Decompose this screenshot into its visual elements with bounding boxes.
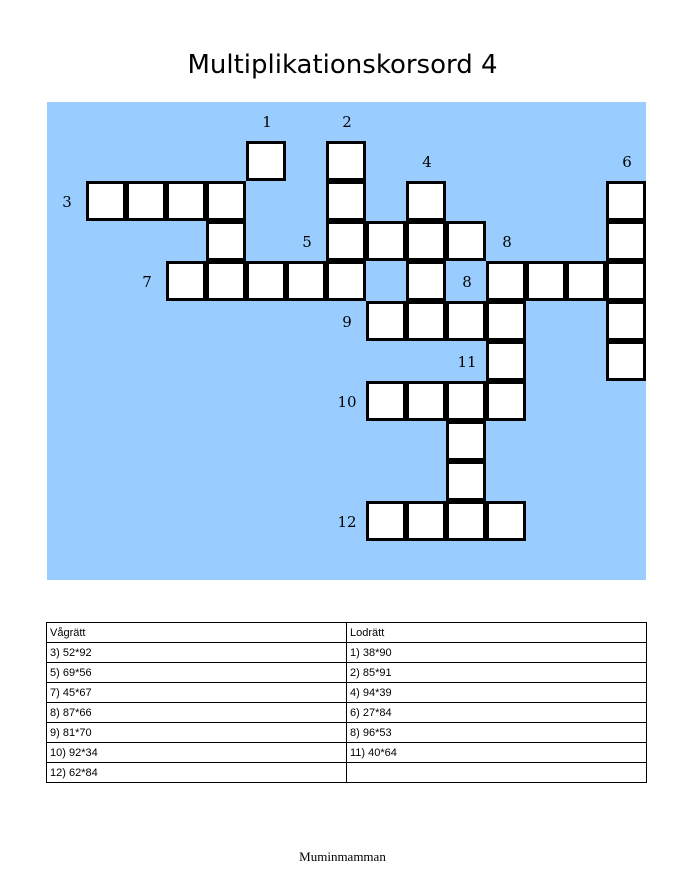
grid-cell[interactable] <box>206 181 246 221</box>
grid-cell[interactable] <box>486 501 526 541</box>
grid-cell[interactable] <box>366 301 406 341</box>
down-clue: 11) 40*64 <box>347 743 647 763</box>
grid-cell[interactable] <box>606 261 646 301</box>
grid-cell[interactable] <box>486 261 526 301</box>
grid-cell[interactable] <box>566 261 606 301</box>
page-title: Multiplikationskorsord 4 <box>187 50 498 80</box>
down-header: Lodrätt <box>347 623 647 643</box>
grid-cell[interactable] <box>606 341 646 381</box>
grid-cell[interactable] <box>406 181 446 221</box>
grid-cell[interactable] <box>406 261 446 301</box>
clue-row <box>47 643 647 663</box>
down-clue: 6) 27*84 <box>347 703 647 723</box>
down-clue <box>347 763 647 783</box>
grid-cell[interactable] <box>606 301 646 341</box>
clue-row <box>47 663 647 683</box>
clue-row <box>47 703 647 723</box>
clue-number: 5 <box>302 233 312 251</box>
grid-cell[interactable] <box>326 181 366 221</box>
grid-cell[interactable] <box>326 221 366 261</box>
clues-header-row <box>47 623 647 643</box>
grid-cell[interactable] <box>166 261 206 301</box>
grid-cell[interactable] <box>366 501 406 541</box>
grid-cell[interactable] <box>206 261 246 301</box>
grid-cell[interactable] <box>246 261 286 301</box>
author-footer: Muminmamman <box>299 849 386 864</box>
clue-number: 7 <box>142 273 152 291</box>
across-clue: 5) 69*56 <box>47 663 347 683</box>
grid-cell[interactable] <box>446 381 486 421</box>
across-clue: 10) 92*34 <box>47 743 347 763</box>
grid-cell[interactable] <box>486 341 526 381</box>
grid-cell[interactable] <box>446 301 486 341</box>
grid-cell[interactable] <box>606 221 646 261</box>
clue-number: 8 <box>502 233 512 251</box>
down-clue: 1) 38*90 <box>347 643 647 663</box>
grid-cell[interactable] <box>366 381 406 421</box>
clues-table <box>46 622 647 783</box>
grid-cell[interactable] <box>326 141 366 181</box>
across-clue: 8) 87*66 <box>47 703 347 723</box>
clue-row <box>47 743 647 763</box>
grid-cell[interactable] <box>406 301 446 341</box>
grid-cell[interactable] <box>406 501 446 541</box>
grid-cell[interactable] <box>446 461 486 501</box>
grid-cell[interactable] <box>326 261 366 301</box>
grid-cell[interactable] <box>606 181 646 221</box>
clue-row <box>47 723 647 743</box>
clue-row <box>47 683 647 703</box>
grid-cell[interactable] <box>286 261 326 301</box>
grid-cell[interactable] <box>206 221 246 261</box>
across-clue: 3) 52*92 <box>47 643 347 663</box>
grid-cell[interactable] <box>366 221 406 261</box>
grid-cell[interactable] <box>406 381 446 421</box>
clue-number: 10 <box>337 393 357 411</box>
grid-cell[interactable] <box>446 421 486 461</box>
clue-number: 1 <box>262 113 272 131</box>
grid-cell[interactable] <box>246 141 286 181</box>
grid-cell[interactable] <box>406 221 446 261</box>
clue-number: 4 <box>422 153 432 171</box>
clue-number: 12 <box>337 513 357 531</box>
grid-cell[interactable] <box>446 221 486 261</box>
clue-number: 2 <box>342 113 352 131</box>
grid-cell[interactable] <box>166 181 206 221</box>
grid-cell[interactable] <box>486 381 526 421</box>
across-header: Vågrätt <box>47 623 347 643</box>
clue-number: 8 <box>462 273 472 291</box>
clue-number: 9 <box>342 313 352 331</box>
grid-cell[interactable] <box>86 181 126 221</box>
clue-number: 3 <box>62 193 72 211</box>
clue-number: 6 <box>622 153 632 171</box>
across-clue: 9) 81*70 <box>47 723 347 743</box>
grid-cell[interactable] <box>486 301 526 341</box>
grid-cell[interactable] <box>526 261 566 301</box>
down-clue: 2) 85*91 <box>347 663 647 683</box>
grid-cell[interactable] <box>446 501 486 541</box>
down-clue: 4) 94*39 <box>347 683 647 703</box>
grid-cell[interactable] <box>126 181 166 221</box>
down-clue: 8) 96*53 <box>347 723 647 743</box>
clue-row <box>47 763 647 783</box>
crossword-grid <box>47 102 646 580</box>
across-clue: 12) 62*84 <box>47 763 347 783</box>
across-clue: 7) 45*67 <box>47 683 347 703</box>
clue-number: 11 <box>457 353 477 371</box>
